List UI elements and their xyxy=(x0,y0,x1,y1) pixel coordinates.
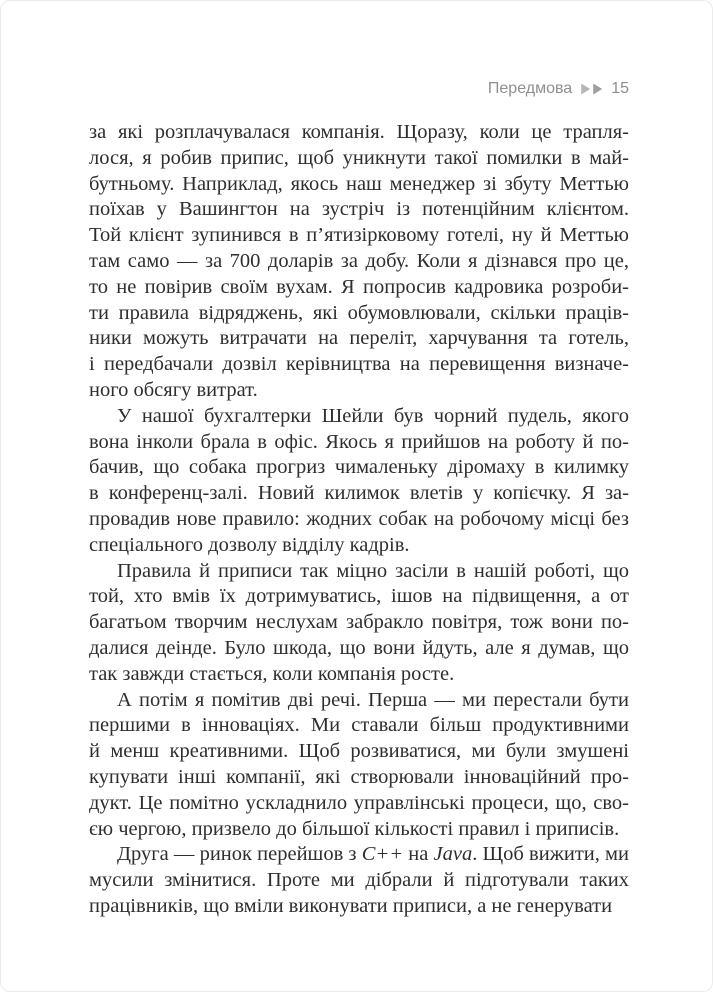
text-line: далися деінде. Було шкода, що вони йдуть, але я думав, що xyxy=(89,636,629,659)
text-line: багатьом творчим неслухам забракло повітря, тож вони по- xyxy=(89,611,629,634)
text-line: У нашої бухгалтерки Шейли був чорний пудель, якого xyxy=(117,404,629,427)
paragraph xyxy=(89,404,629,559)
text-line: А потім я помітив дві речі. Перша — ми перестали бути xyxy=(117,688,629,711)
text-line: лося, я робив припис, щоб уникнути такої помилки в май- xyxy=(89,146,629,169)
text-line: Правила й приписи так міцно засіли в нашій роботі, що xyxy=(117,559,629,582)
paragraph xyxy=(89,120,629,404)
page-body xyxy=(89,120,629,920)
text-line: дукт. Це помітно ускладнило управлінські процеси, що, сво- xyxy=(89,791,629,814)
text-line: першими в інноваціях. Ми ставали більш продуктивними xyxy=(89,714,629,737)
text-line: вона інколи брала в офіс. Якось я прийшов на роботу й по- xyxy=(89,430,629,453)
chevron-right-icon xyxy=(593,84,602,95)
paragraph xyxy=(89,559,629,688)
text-line: ного обсягу витрат. xyxy=(89,378,258,401)
text-line: мусили змінитися. Проте ми дібрали й підготували таких xyxy=(89,869,629,892)
text-line: там само — за 700 доларів за добу. Коли я дізнався про це, xyxy=(89,249,629,272)
text-line: купувати інші компанії, які створювали інноваційний про- xyxy=(89,765,629,788)
page-content xyxy=(89,79,629,920)
page-number: 15 xyxy=(611,80,629,97)
text-line: за які розплачувалася компанія. Щоразу, коли це трапля- xyxy=(89,121,629,143)
chevron-right-icon xyxy=(581,84,590,95)
text-line: спеціального дозволу відділу кадрів. xyxy=(89,533,410,556)
paragraph xyxy=(89,842,629,919)
text-line: бачив, що собака прогриз чималеньку діромаху в килимку xyxy=(89,456,629,479)
text-line: поїхав у Вашингтон на зустріч із потенційним клієнтом. xyxy=(89,198,629,221)
text-line: Друга — ринок перейшов з C++ на Java. Щоб вижити, ми xyxy=(117,843,630,866)
text-line: єю чергою, призвело до більшої кількості правил і приписів. xyxy=(89,817,620,840)
text-line: і передбачали дозвіл керівництва на перевищення визначе- xyxy=(89,353,629,376)
text-line: ники можуть витрачати на переліт, харчування та готель, xyxy=(89,327,629,350)
text-line: той, хто вмів їх дотримуватись, ішов на підвищення, а от xyxy=(89,585,629,608)
text-line: працівників, що вміли виконувати приписи, а не генерувати xyxy=(89,894,613,917)
text-line: й менш креативними. Щоб розвиватися, ми були змушені xyxy=(89,740,629,763)
text-line: Той клієнт зупинився в п’ятизірковому готелі, ну й Меттью xyxy=(89,224,629,247)
text-line: провадив нове правило: жодних собак на робочому місці без xyxy=(89,507,629,530)
text-line: ти правила відряджень, які обумовлювали, скільки праців- xyxy=(89,301,629,324)
paragraph xyxy=(89,688,629,843)
text-line: в конференц-залі. Новий килимок влетів у копієчку. Я за- xyxy=(89,482,629,505)
text-line: бутньому. Наприклад, якось наш менеджер зі збуту Меттью xyxy=(89,172,629,195)
double-chevron-right-icon xyxy=(581,84,602,95)
text-line: то не повірив своїм вухам. Я попросив кадровика розроби- xyxy=(89,275,629,298)
section-title: Передмова xyxy=(487,80,573,97)
text-line: так завжди стається, коли компанія росте. xyxy=(89,662,455,685)
running-head xyxy=(89,79,629,99)
